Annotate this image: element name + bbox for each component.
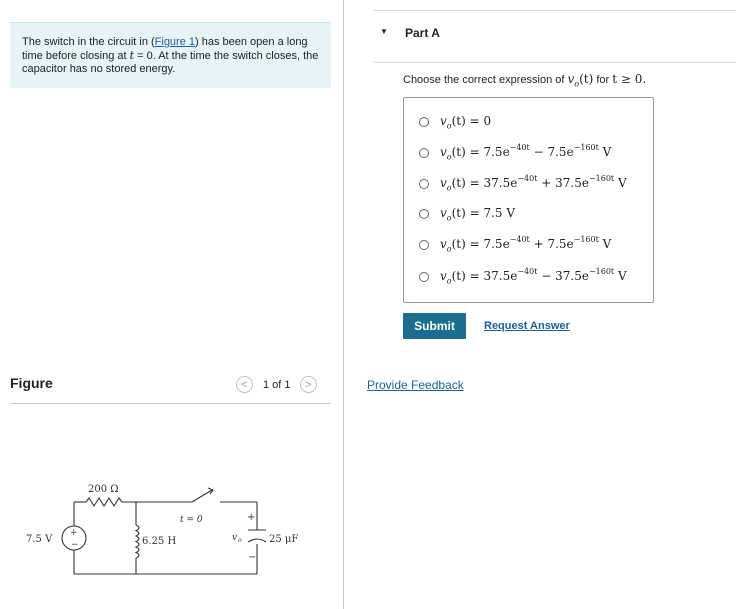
figure-pager: [236, 376, 317, 393]
formula-exponent: −40t: [517, 267, 538, 276]
choice-formula: [440, 206, 515, 222]
formula-subscript: o: [446, 276, 452, 286]
formula-text: (t) = 0: [451, 114, 492, 128]
figure-title: Figure: [10, 375, 53, 391]
submit-button[interactable]: Submit: [403, 313, 466, 339]
source-label: 7.5 V: [26, 534, 53, 545]
choice-option[interactable]: [419, 175, 627, 192]
formula-exponent: −40t: [517, 174, 538, 183]
choice-formula: [440, 175, 627, 192]
vo-subscript: o: [238, 537, 242, 544]
formula-text: V: [598, 237, 612, 251]
formula-subscript: o: [446, 183, 452, 193]
problem-text: The switch in the circuit in (: [22, 36, 155, 48]
choice-option[interactable]: [419, 268, 627, 285]
formula-exponent: −160t: [573, 235, 599, 244]
radio-button[interactable]: [419, 240, 429, 250]
formula-exponent: −40t: [509, 235, 530, 244]
formula-text: (t) = 7.5e: [451, 145, 510, 159]
formula-exponent: −160t: [588, 267, 615, 276]
vo-minus: −: [248, 552, 257, 563]
provide-feedback-link[interactable]: Provide Feedback: [367, 378, 464, 392]
resistor-label: 200 Ω: [88, 484, 119, 495]
choice-formula: [440, 236, 611, 253]
formula-subscript: o: [446, 121, 452, 131]
formula-text: V: [614, 269, 627, 283]
radio-button[interactable]: [419, 209, 429, 219]
divider: [374, 62, 736, 63]
choice-formula: [440, 114, 491, 130]
part-title[interactable]: Part A: [405, 26, 440, 40]
time-variable: t: [129, 49, 135, 62]
formula-text: (t) = 7.5e: [451, 237, 510, 251]
formula-text: (t) = 37.5e: [451, 176, 518, 190]
next-figure-button[interactable]: >: [300, 376, 317, 393]
radio-button[interactable]: [419, 117, 429, 127]
resistor-symbol: [86, 498, 122, 506]
inductor-symbol: [136, 525, 139, 558]
question-text: Choose the correct expression of $v_o(t)$ for t ≥ 0.: [403, 72, 647, 89]
formula-function: v: [440, 269, 447, 283]
request-answer-link[interactable]: Request Answer: [484, 320, 570, 332]
capacitor-plate: [248, 539, 266, 542]
formula-exponent: −160t: [588, 174, 615, 183]
capacitor-label: 25 μF: [269, 534, 299, 545]
formula-text: + 37.5e: [537, 176, 589, 190]
right-panel: [344, 0, 736, 609]
source-plus: +: [70, 528, 78, 538]
formula-subscript: o: [446, 213, 452, 223]
inductor-label: 6.25 H: [142, 536, 177, 547]
formula-function: v: [440, 176, 447, 190]
formula-text: + 7.5e: [529, 237, 574, 251]
formula-function: v: [440, 206, 447, 220]
choice-formula: [440, 144, 611, 161]
collapse-toggle-icon[interactable]: ▼: [380, 27, 388, 36]
problem-statement: [10, 22, 331, 88]
switch-symbol: [192, 490, 212, 502]
left-panel: [0, 0, 343, 609]
radio-button[interactable]: [419, 148, 429, 158]
formula-text: − 37.5e: [537, 269, 589, 283]
formula-function: v: [440, 237, 447, 251]
problem-text: = 0. At the time the switch closes, the capacitor has no stored energy.: [22, 50, 319, 75]
radio-button[interactable]: [419, 272, 429, 282]
divider: [374, 10, 736, 11]
formula-subscript: o: [446, 152, 452, 162]
formula-text: (t) = 37.5e: [451, 269, 518, 283]
formula-function: v: [440, 145, 447, 159]
choice-option[interactable]: [419, 114, 491, 130]
source-minus: −: [71, 540, 79, 550]
figure-link[interactable]: Figure 1: [154, 36, 196, 48]
choice-option[interactable]: [419, 144, 611, 161]
circuit-diagram: [24, 480, 324, 585]
figure-count: 1 of 1: [263, 378, 291, 391]
vo-plus: +: [247, 512, 256, 523]
formula-exponent: −160t: [573, 143, 599, 152]
choices-box: [403, 97, 654, 303]
problem-text: ) has been open a long time before closing at: [22, 36, 308, 62]
choice-option[interactable]: [419, 236, 611, 253]
switch-label: t = 0: [180, 515, 203, 525]
prev-figure-button[interactable]: <: [236, 376, 253, 393]
formula-text: V: [598, 145, 612, 159]
formula-exponent: −40t: [509, 143, 530, 152]
vo-label: v: [232, 533, 238, 543]
choice-option[interactable]: [419, 206, 515, 222]
formula-text: − 7.5e: [529, 145, 574, 159]
formula-text: (t) = 7.5 V: [451, 206, 516, 220]
formula-subscript: o: [446, 244, 452, 254]
choice-formula: [440, 268, 627, 285]
figure-divider: [10, 403, 331, 404]
formula-function: v: [440, 114, 447, 128]
radio-button[interactable]: [419, 179, 429, 189]
formula-text: V: [614, 176, 627, 190]
